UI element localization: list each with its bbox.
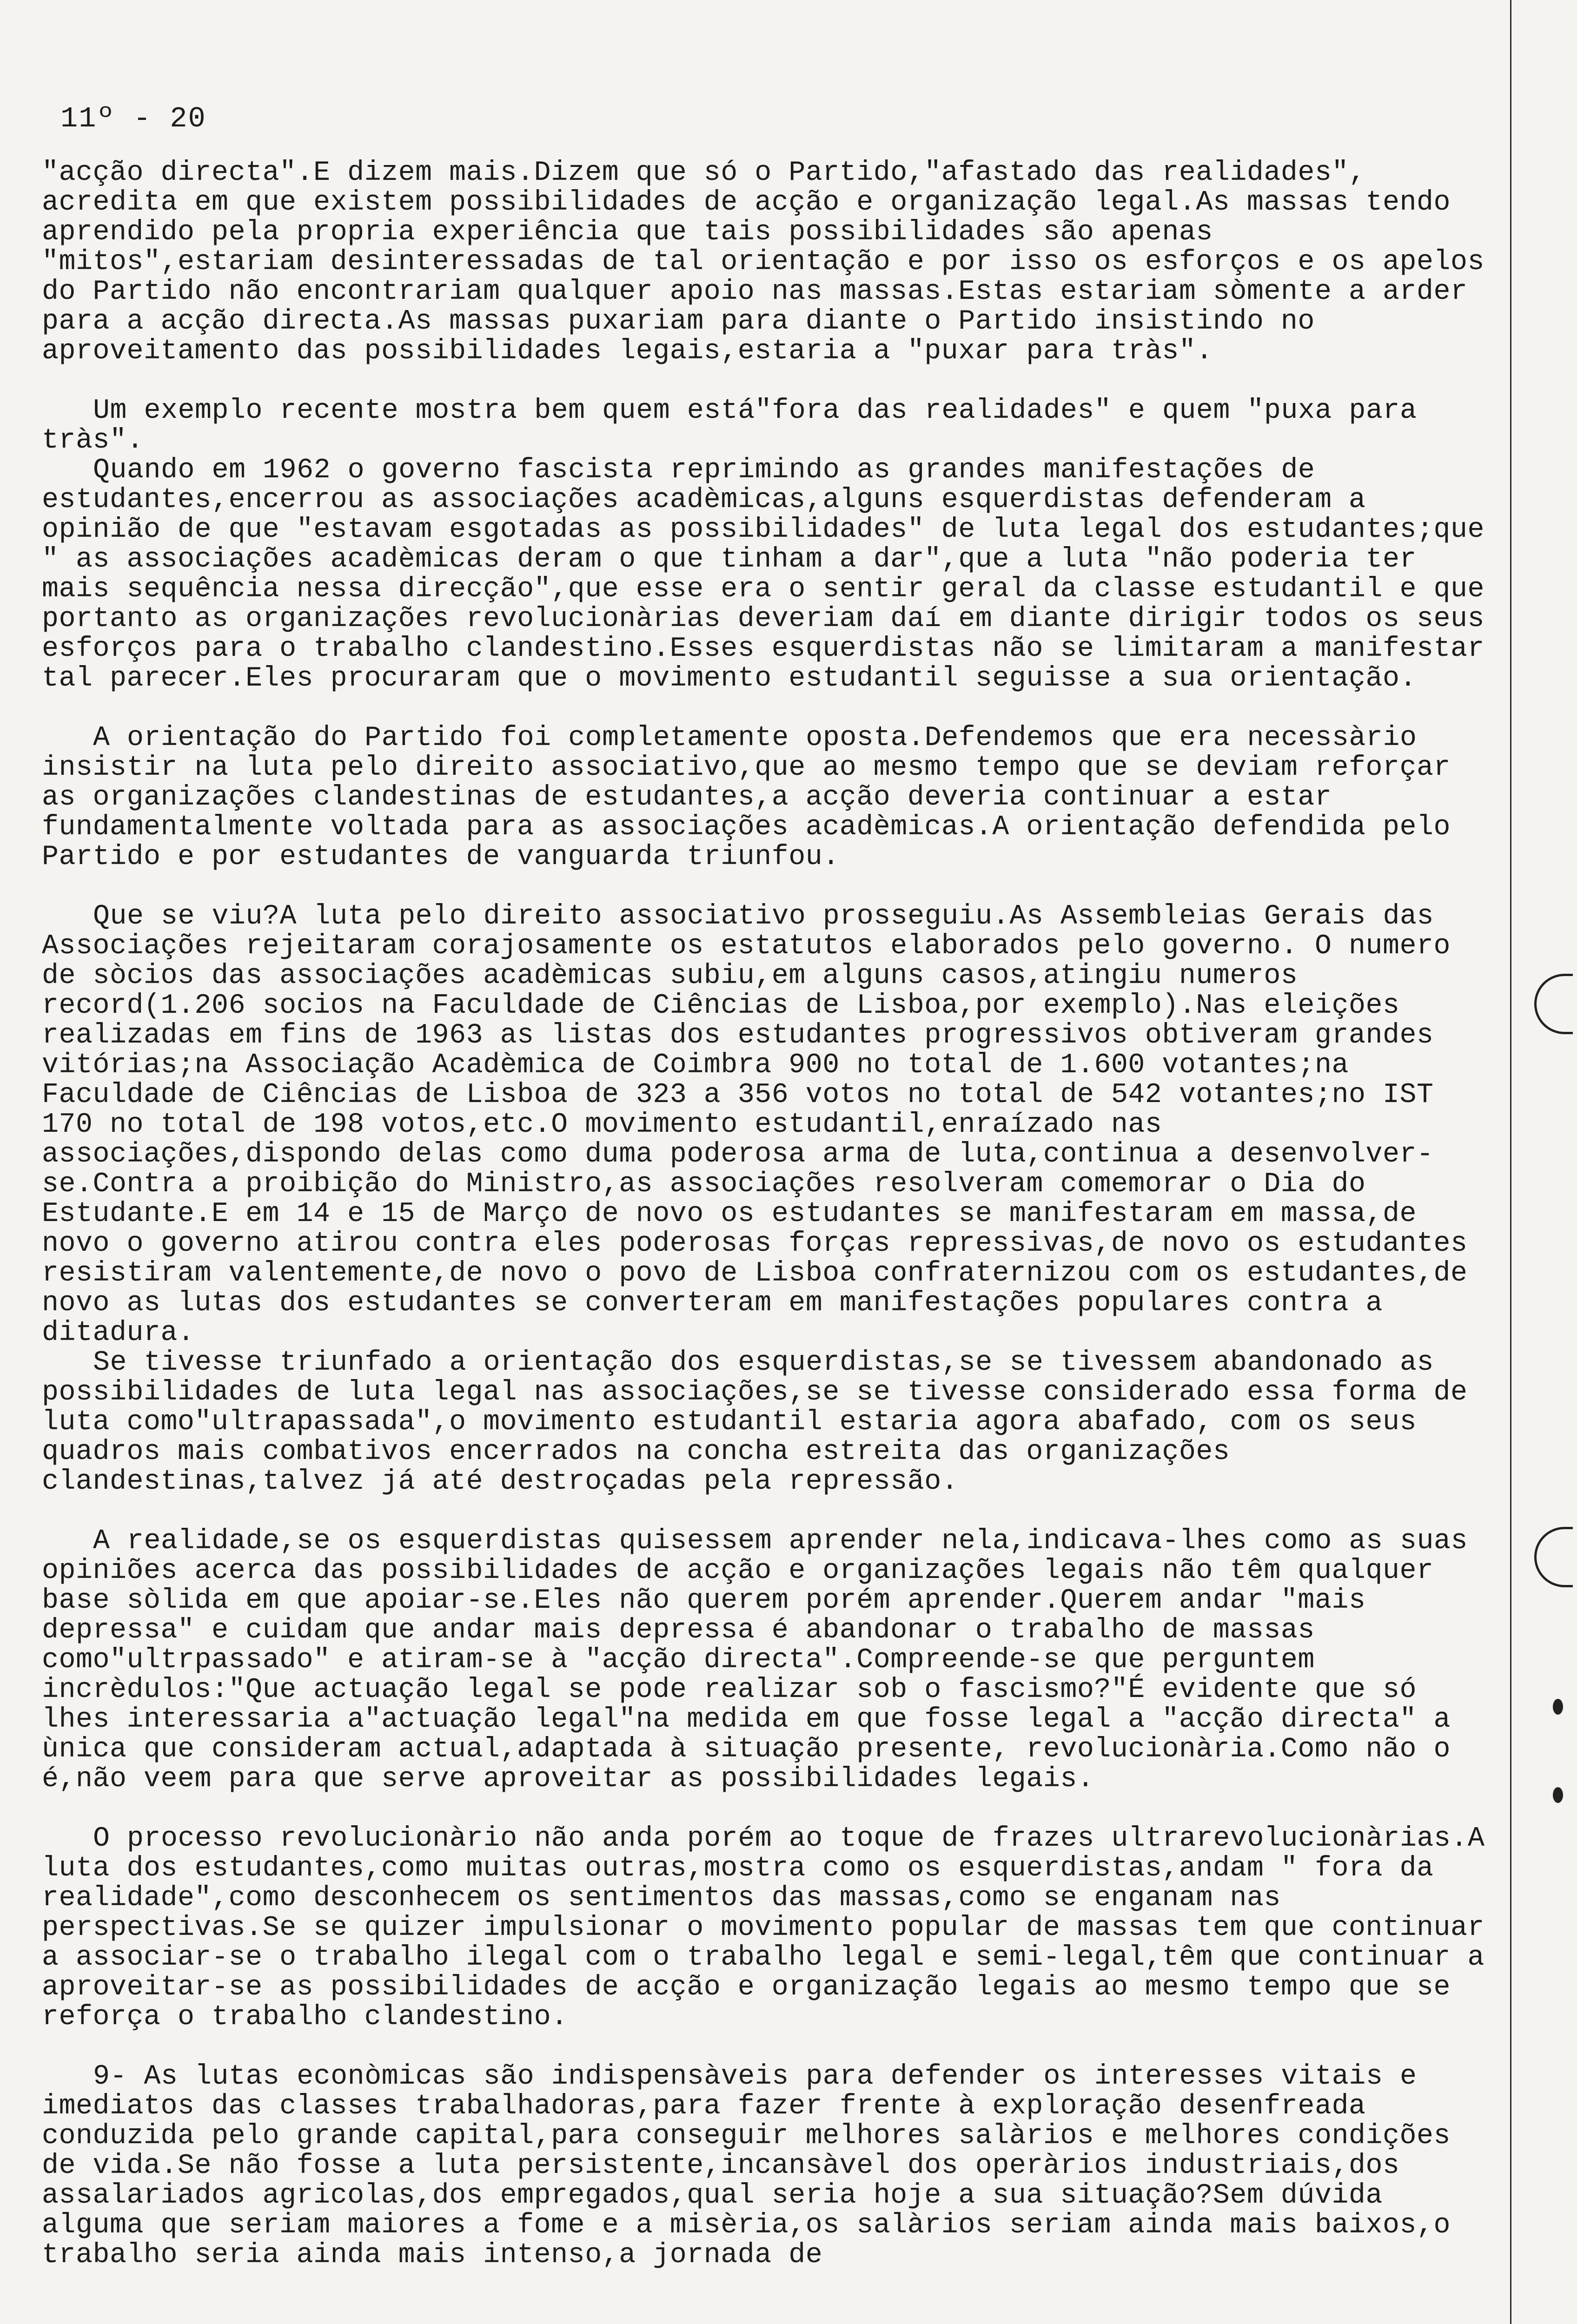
punch-hole-mark (1534, 1527, 1573, 1587)
paragraph: A realidade,se os esquerdistas quisessem aprender nela,indicava-lhes como as suas opiniões acerca das possibilidades de acção e organizações legais não têm qualquer base sòlida em que apoiar-se.Eles não querem porém aprender.Querem andar "mais depressa" e cuidam que andar mais depressa é abandonar o trabalho de massas como"ultrpassado" e atiram-se à "acção directa".Compreende-se que perguntem incrèdulos:"Que actuação legal se pode realizar sob o fascismo?"É evidente que só lhes interessaria a"actuação legal"na medida em que fosse legal a "acção directa" a ùnica que consideram actual,adaptada à situação presente, revolucionària.Como não o é,não veem para que serve aproveitar as possibilidades legais. (42, 1525, 1485, 1795)
paragraph: O processo revolucionàrio não anda porém ao toque de frazes ultrarevolucionàrias.A luta dos estudantes,como muitas outras,mostra como os esquerdistas,andam " fora da realidade",como desconhecem os sentimentos das massas,como se enganam nas perspectivas.Se se quizer impulsionar o movimento popular de massas tem que continuar a associar-se o trabalho ilegal com o trabalho legal e semi-legal,têm que continuar a aproveitar-se as possibilidades de acção e organização legais ao mesmo tempo que se reforça o trabalho clandestino. (42, 1823, 1502, 2033)
paragraph: Se tivesse triunfado a orientação dos esquerdistas,se se tivessem abandonado as possibilidades de luta legal nas associações,se se tivesse considerado essa forma de luta como"ultrapassada",o movimento estudantil estaria agora abafado, com os seus quadros mais combativos encerrados na concha estreita das organizações clandestinas,talvez já até destroçadas pela repressão. (42, 1347, 1485, 1498)
margin-rule (1510, 0, 1511, 2324)
paragraph: Um exemplo recente mostra bem quem está"fora das realidades" e quem "puxa para tràs". (42, 395, 1434, 456)
body-text (42, 157, 1502, 2271)
punch-hole-mark (1534, 974, 1573, 1034)
ink-dot (1553, 1787, 1563, 1803)
paragraph: A orientação do Partido foi completamente oposta.Defendemos que era necessàrio insistir na luta pelo direito associativo,que ao mesmo tempo que se deviam reforçar as organizações clandestinas de estudantes,a acção deveria continuar a estar fundamentalmente voltada para as associações acadèmicas.A orientação defendida pelo Partido e por estudantes de vanguarda triunfou. (42, 722, 1468, 873)
ink-dot (1553, 1699, 1563, 1715)
page-number: 11º - 20 (60, 102, 206, 135)
paragraph: Quando em 1962 o governo fascista reprimindo as grandes manifestações de estudantes,encerrou as associações acadèmicas,alguns esquerdistas defenderam a opinião de que "estavam esgotadas as possibilidades" de luta legal dos estudantes;que " as associações acadèmicas deram o que tinham a dar",que a luta "não poderia ter mais sequência nessa direcção",que esse era o sentir geral da classe estudantil e que portanto as organizações revolucionàrias deveriam daí em diante dirigir todos os seus esforços para o trabalho clandestino.Esses esquerdistas não se limitaram a manifestar tal parecer.Eles procuraram que o movimento estudantil seguisse a sua orientação. (42, 455, 1502, 694)
paragraph: "acção directa".E dizem mais.Dizem que só o Partido,"afastado das realidades", acredita em que existem possibilidades de acção e organização legal.As massas tendo aprendido pela propria experiência que tais possibilidades são apenas "mitos",estariam desinteressadas de tal orientação e por isso os esforços e os apelos do Partido não encontrariam qualquer apoio nas massas.Estas estariam sòmente a arder para a acção directa.As massas puxariam para diante o Partido insistindo no aproveitamento das possibilidades legais,estaria a "puxar para tràs". (42, 157, 1502, 367)
paragraph: 9- As lutas econòmicas são indispensàveis para defender os interesses vitais e imediatos das classes trabalhadoras,para fazer frente à exploração desenfreada conduzida pelo grande capital,para conseguir melhores salàrios e melhores condições de vida.Se não fosse a luta persistente,incansàvel dos operàrios industriais,dos assalariados agricolas,dos empregados,qual seria hoje a sua situação?Sem dúvida alguma que seriam maiores a fome e a misèria,os salàrios seriam ainda mais baixos,o trabalho seria ainda mais intenso,a jornada de (42, 2061, 1468, 2271)
paragraph: Que se viu?A luta pelo direito associativo prosseguiu.As Assembleias Gerais das Associações rejeitaram corajosamente os estatutos elaborados pelo governo. O numero de sòcios das associações acadèmicas subiu,em alguns casos,atingiu numeros record(1.206 socios na Faculdade de Ciências de Lisboa,por exemplo).Nas eleições realizadas em fins de 1963 as listas dos estudantes progressivos obtiveram grandes vitórias;na Associação Acadèmica de Coimbra 900 no total de 1.600 votantes;na Faculdade de Ciências de Lisboa de 323 a 356 votos no total de 542 votantes;no IST 170 no total de 198 votos,etc.O movimento estudantil,enraízado nas associações,dispondo delas como duma poderosa arma de luta,continua a desenvolver-se.Contra a proibição do Ministro,as associações resolveram comemorar o Dia do Estudante.E em 14 e 15 de Março de novo os estudantes se manifestaram em massa,de novo o governo atirou contra eles poderosas forças repressivas,de novo os estudantes resistiram valentemente,de novo o povo de Lisboa confraternizou com os estudantes,de novo as lutas dos estudantes se converteram em manifestações populares contra a ditadura. (42, 901, 1485, 1349)
